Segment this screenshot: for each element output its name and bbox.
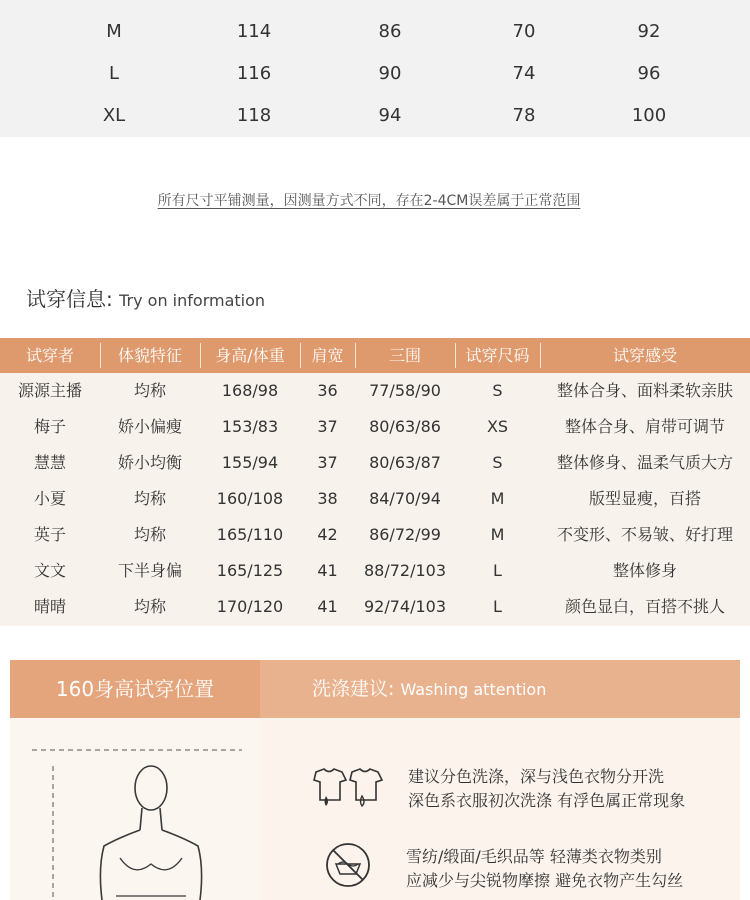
wash-tip-line: 深色系衣服初次洗涤 有浮色属正常现象 [408, 791, 686, 810]
size-value: 92 [637, 21, 661, 42]
header-divider [540, 343, 541, 368]
size-value: 78 [512, 105, 536, 126]
header-divider [455, 343, 456, 368]
size-row-m [0, 11, 750, 53]
info-panels [10, 660, 740, 900]
cell-measurements: 86/72/99 [369, 525, 441, 544]
tryon-title: 试穿信息: [26, 287, 113, 311]
size-value: 90 [378, 63, 402, 84]
cell-measurements: 80/63/87 [369, 453, 441, 472]
size-row-l [0, 53, 750, 95]
cell-feedback: 版型显瘦，百搭 [588, 489, 701, 508]
cell-figure: 下半身偏 [117, 561, 182, 580]
table-row [0, 445, 750, 481]
table-row [0, 517, 750, 553]
cell-height-weight: 165/125 [216, 561, 284, 580]
tryon-table [0, 338, 750, 626]
cell-size: L [493, 561, 502, 580]
cell-height-weight: 155/94 [221, 453, 279, 472]
cell-measurements: 84/70/94 [369, 489, 441, 508]
cell-shoulder: 36 [317, 381, 338, 400]
no-wash-icon [322, 840, 374, 890]
table-row [0, 553, 750, 589]
cell-feedback: 整体修身 [612, 561, 677, 580]
header-figure: 体貌特征 [117, 346, 182, 365]
wash-tip-line: 建议分色洗涤，深与浅色衣物分开洗 [408, 767, 665, 786]
cell-tester: 小夏 [33, 489, 66, 508]
cell-feedback: 整体修身、温柔气质大方 [556, 453, 733, 472]
size-value: 94 [378, 105, 402, 126]
size-label: XL [102, 105, 126, 126]
washing-title-wrap [312, 660, 546, 719]
tryon-table-header [0, 338, 750, 373]
cell-height-weight: 168/98 [221, 381, 279, 400]
cell-measurements: 80/63/86 [369, 417, 441, 436]
cell-shoulder: 41 [317, 597, 338, 616]
cell-feedback: 不变形、不易皱、好打理 [556, 525, 733, 544]
cell-feedback: 颜色显白，百搭不挑人 [564, 597, 725, 616]
cell-height-weight: 170/120 [216, 597, 284, 616]
size-label: L [108, 63, 120, 84]
cell-figure: 均称 [133, 489, 166, 508]
header-divider [100, 343, 101, 368]
cell-size: M [490, 525, 505, 544]
cell-size: M [490, 489, 505, 508]
washing-subtitle: Washing attention [400, 680, 547, 699]
size-value: 74 [512, 63, 536, 84]
size-value: 116 [236, 63, 272, 84]
cell-tester: 源源主播 [17, 381, 82, 400]
washing-title: 洗涤建议: [312, 678, 395, 700]
washing-header [260, 660, 740, 718]
tryon-subtitle: Try on information [119, 291, 266, 310]
cell-height-weight: 165/110 [216, 525, 284, 544]
header-tester: 试穿者 [25, 346, 74, 365]
header-measurements: 三围 [388, 346, 421, 365]
cell-shoulder: 42 [317, 525, 338, 544]
size-value: 100 [631, 105, 667, 126]
table-row [0, 589, 750, 625]
fit-figure-area [10, 718, 260, 900]
cell-size: S [492, 381, 503, 400]
two-shirts-icon [310, 766, 390, 812]
cell-size: XS [486, 417, 509, 436]
cell-shoulder: 37 [317, 453, 338, 472]
size-value: 70 [512, 21, 536, 42]
fit-position-title: 160身高试穿位置 [10, 660, 260, 718]
cell-measurements: 77/58/90 [369, 381, 441, 400]
table-row [0, 481, 750, 517]
cell-size: S [492, 453, 503, 472]
size-row-xl [0, 95, 750, 137]
cell-shoulder: 38 [317, 489, 338, 508]
size-value: 118 [236, 105, 272, 126]
size-label: M [106, 21, 122, 42]
cell-shoulder: 37 [317, 417, 338, 436]
cell-shoulder: 41 [317, 561, 338, 580]
cell-tester: 梅子 [33, 417, 66, 436]
cell-figure: 娇小均衡 [117, 453, 182, 472]
size-value: 86 [378, 21, 402, 42]
cell-tester: 晴晴 [33, 597, 66, 616]
size-value: 114 [236, 21, 272, 42]
cell-figure: 娇小偏瘦 [117, 417, 182, 436]
cell-tester: 英子 [33, 525, 66, 544]
wash-tip-line: 应减少与尖锐物摩擦 避免衣物产生勾丝 [406, 871, 684, 890]
header-divider [355, 343, 356, 368]
wash-tip-line: 雪纺/缎面/毛织品等 轻薄类衣物类别 [406, 847, 662, 866]
cell-measurements: 88/72/103 [363, 561, 447, 580]
cell-size: L [493, 597, 502, 616]
header-divider [200, 343, 201, 368]
cell-height-weight: 160/108 [216, 489, 284, 508]
tryon-section-title [26, 283, 265, 312]
header-divider [300, 343, 301, 368]
size-value: 96 [637, 63, 661, 84]
header-feedback: 试穿感受 [612, 346, 677, 365]
cell-figure: 均称 [133, 525, 166, 544]
cell-height-weight: 153/83 [221, 417, 279, 436]
table-row [0, 409, 750, 445]
body-silhouette-icon [10, 718, 260, 900]
header-height-weight: 身高/体重 [215, 346, 285, 365]
cell-feedback: 整体合身、肩带可调节 [564, 417, 725, 436]
measurement-note: 所有尺寸平铺测量，因测量方式不同，存在2-4CM误差属于正常范围 [157, 193, 581, 209]
cell-measurements: 92/74/103 [363, 597, 447, 616]
cell-figure: 均称 [133, 597, 166, 616]
header-size: 试穿尺码 [465, 346, 530, 365]
size-table [0, 0, 750, 137]
cell-tester: 慧慧 [33, 453, 66, 472]
header-shoulder: 肩宽 [311, 346, 344, 365]
table-row [0, 373, 750, 409]
cell-feedback: 整体合身、面料柔软亲肤 [556, 381, 733, 400]
cell-tester: 文文 [33, 561, 66, 580]
cell-figure: 均称 [133, 381, 166, 400]
